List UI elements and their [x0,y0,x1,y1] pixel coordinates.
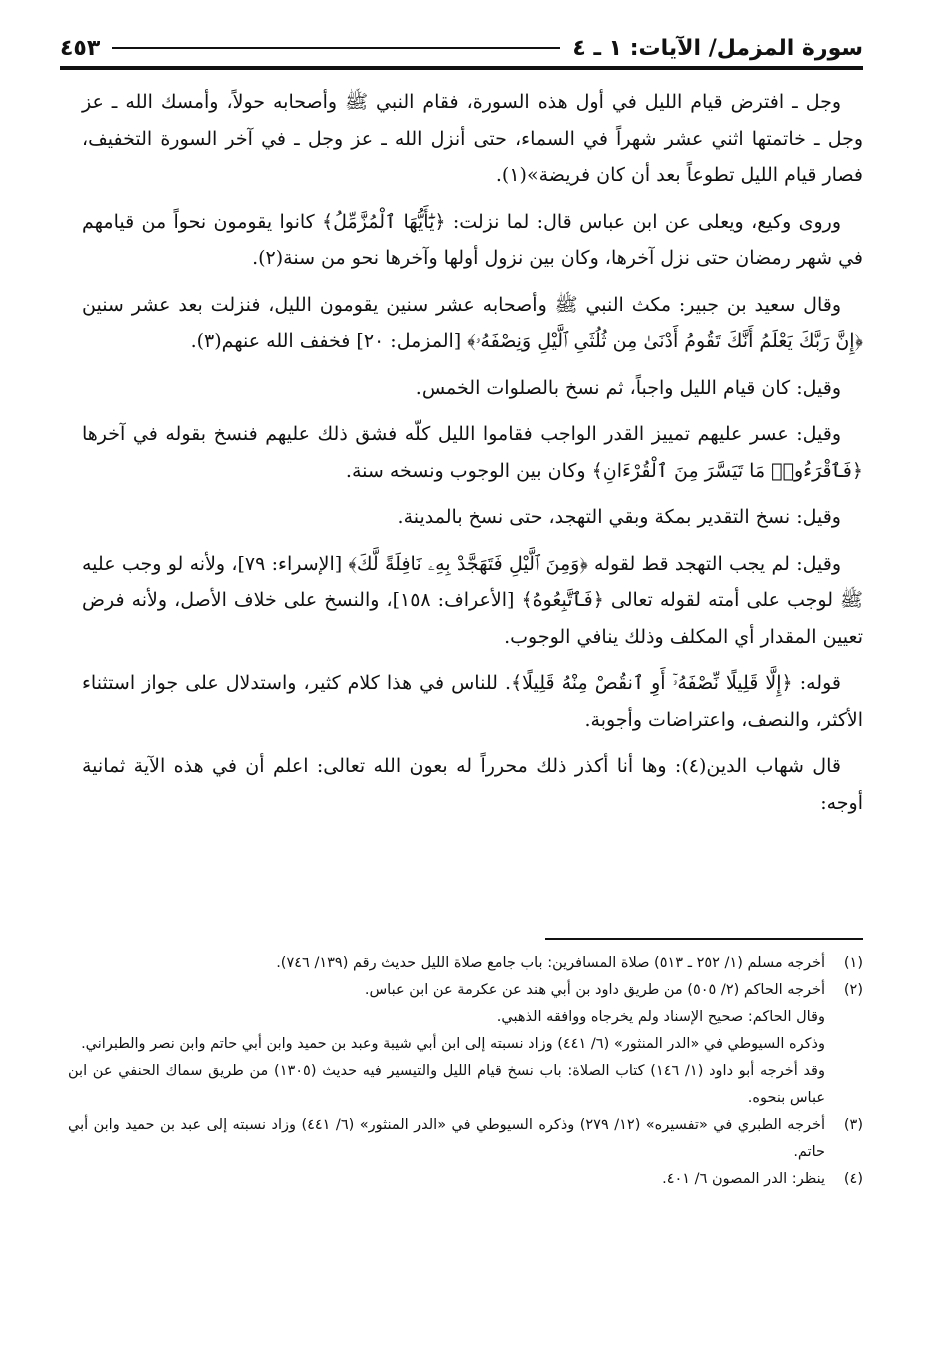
paragraph: وروى وكيع، ويعلى عن ابن عباس قال: لما نزلت: ﴿يَٰٓأَيُّهَا ٱلْمُزَّمِّلُ﴾ كانوا يقومون نحواً من قيامهم في شهر رمضان حتى نزل آخرها، وكان بين نزول أولها وآخرها نحو من سنة(٢). [82,210,863,269]
paragraph: وجل ـ افترض قيام الليل في أول هذه السورة، فقام النبي ﷺ وأصحابه حولاً، وأمسك الله ـ عز وجل ـ خاتمتها اثني عشر شهراً في السماء، حتى أنزل الله ـ عز وجل ـ في آخر السورة التخفيف، فصار قيام الليل تطوعاً بعد أن كان فريضة»(١). [82,91,863,186]
paragraph: وقيل: لم يجب التهجد قط لقوله ﴿وَمِنَ ٱلَّيْلِ فَتَهَجَّدْ بِهِۦ نَافِلَةً لَّكَ﴾ [الإسراء: ٧٩]، ولأنه لو وجب عليه ﷺ لوجب على أمته لقوله تعالى ﴿فَٱتَّبِعُوهُ﴾ [الأعراف: ١٥٨]، والنسخ على خلاف الأصل، ولأنه فرض تعيين المقدار أي المكلف وذلك ينافي الوجوب. [82,552,863,648]
footnote-number: (١) [843,955,863,971]
footnote-number: (٢) [843,982,863,998]
main-text [82,84,863,831]
paragraph: قوله: ﴿إِلَّا قَلِيلًا نِّصْفَهُۥٓ أَوِ ٱنقُصْ مِنْهُ قَلِيلًا﴾. للناس في هذا كلام كثير، واستدلال على جواز استثناء الأكثر، والنصف، واعتراضات وأجوبة. [82,672,863,731]
footnote-line: أخرجه الحاكم (٢/ ٥٠٥) من طريق داود بن أبي هند عن عكرمة عن ابن عباس. [364,982,825,998]
paragraph: وقيل: عسر عليهم تمييز القدر الواجب فقاموا الليل كلّه فشق ذلك عليهم فنسخ بقوله في آخرها ﴿فَٱقْرَءُوا۟ مَا تَيَسَّرَ مِنَ ٱلْقُرْءَانِ﴾ وكان بين الوجوب ونسخه سنة. [82,423,863,482]
header-divider [60,66,863,70]
paragraph: وقيل: نسخ التقدير بمكة وبقي التهجد، حتى نسخ بالمدينة. [397,506,841,528]
footnote [68,950,863,977]
running-title: سورة المزمل/ الآيات: ١ ـ ٤ [572,35,863,61]
footnotes [68,950,863,1193]
footnote-number: (٣) [843,1117,863,1133]
paragraph: قال شهاب الدين(٤): وها أنا أكذر ذلك محرراً له بعون الله تعالى: اعلم أن في هذه الآية ثمانية أوجه: [82,755,863,814]
footnote-line: وذكره السيوطي في «الدر المنثور» (٦/ ٤٤١) وزاد نسبته إلى ابن أبي شيبة وعبد بن حميد وابن أبي حاتم وابن نصر والطبراني. [81,1036,825,1052]
footnote-line: أخرجه الطبري في «تفسيره» (١٢/ ٢٧٩) وذكره السيوطي في «الدر المنثور» (٦/ ٤٤١) وزاد نسبته إلى عبد بن حميد وابن أبي حاتم. [68,1117,825,1160]
header-rule [112,47,560,49]
footnote-line: وقد أخرجه أبو داود (١/ ١٤٦) كتاب الصلاة: باب نسخ قيام الليل والتيسير فيه حديث (١٣٠٥) من طريق سماك الحنفي عن ابن عباس بنحوه. [68,1063,825,1106]
footnote-number: (٤) [843,1171,863,1187]
footnote-divider [545,938,863,940]
footnote-line: أخرجه مسلم (١/ ٢٥٢ ـ ٥١٣) صلاة المسافرين: باب جامع صلاة الليل حديث رقم (١٣٩/ ٧٤٦). [276,955,825,971]
footnote [68,1112,863,1166]
paragraph: وقيل: كان قيام الليل واجباً، ثم نسخ بالصلوات الخمس. [415,376,841,399]
paragraph: وقال سعيد بن جبير: مكث النبي ﷺ وأصحابه عشر سنين يقومون الليل، فنزلت بعد عشر سنين ﴿إِنَّ رَبَّكَ يَعْلَمُ أَنَّكَ تَقُومُ أَدْنَىٰ مِن ثُلُثَىِ ٱلَّيْلِ وَنِصْفَهُۥ﴾ [المزمل: ٢٠] فخفف الله عنهم(٣). [82,293,863,352]
footnote-line: ينظر: الدر المصون ٦/ ٤٠١. [662,1171,825,1187]
page-header [60,28,863,68]
footnote [68,977,863,1112]
footnote-line: وقال الحاكم: صحيح الإسناد ولم يخرجاه ووافقه الذهبي. [496,1009,825,1025]
footnote [68,1166,863,1193]
page-number: ٤٥٣ [60,35,101,61]
